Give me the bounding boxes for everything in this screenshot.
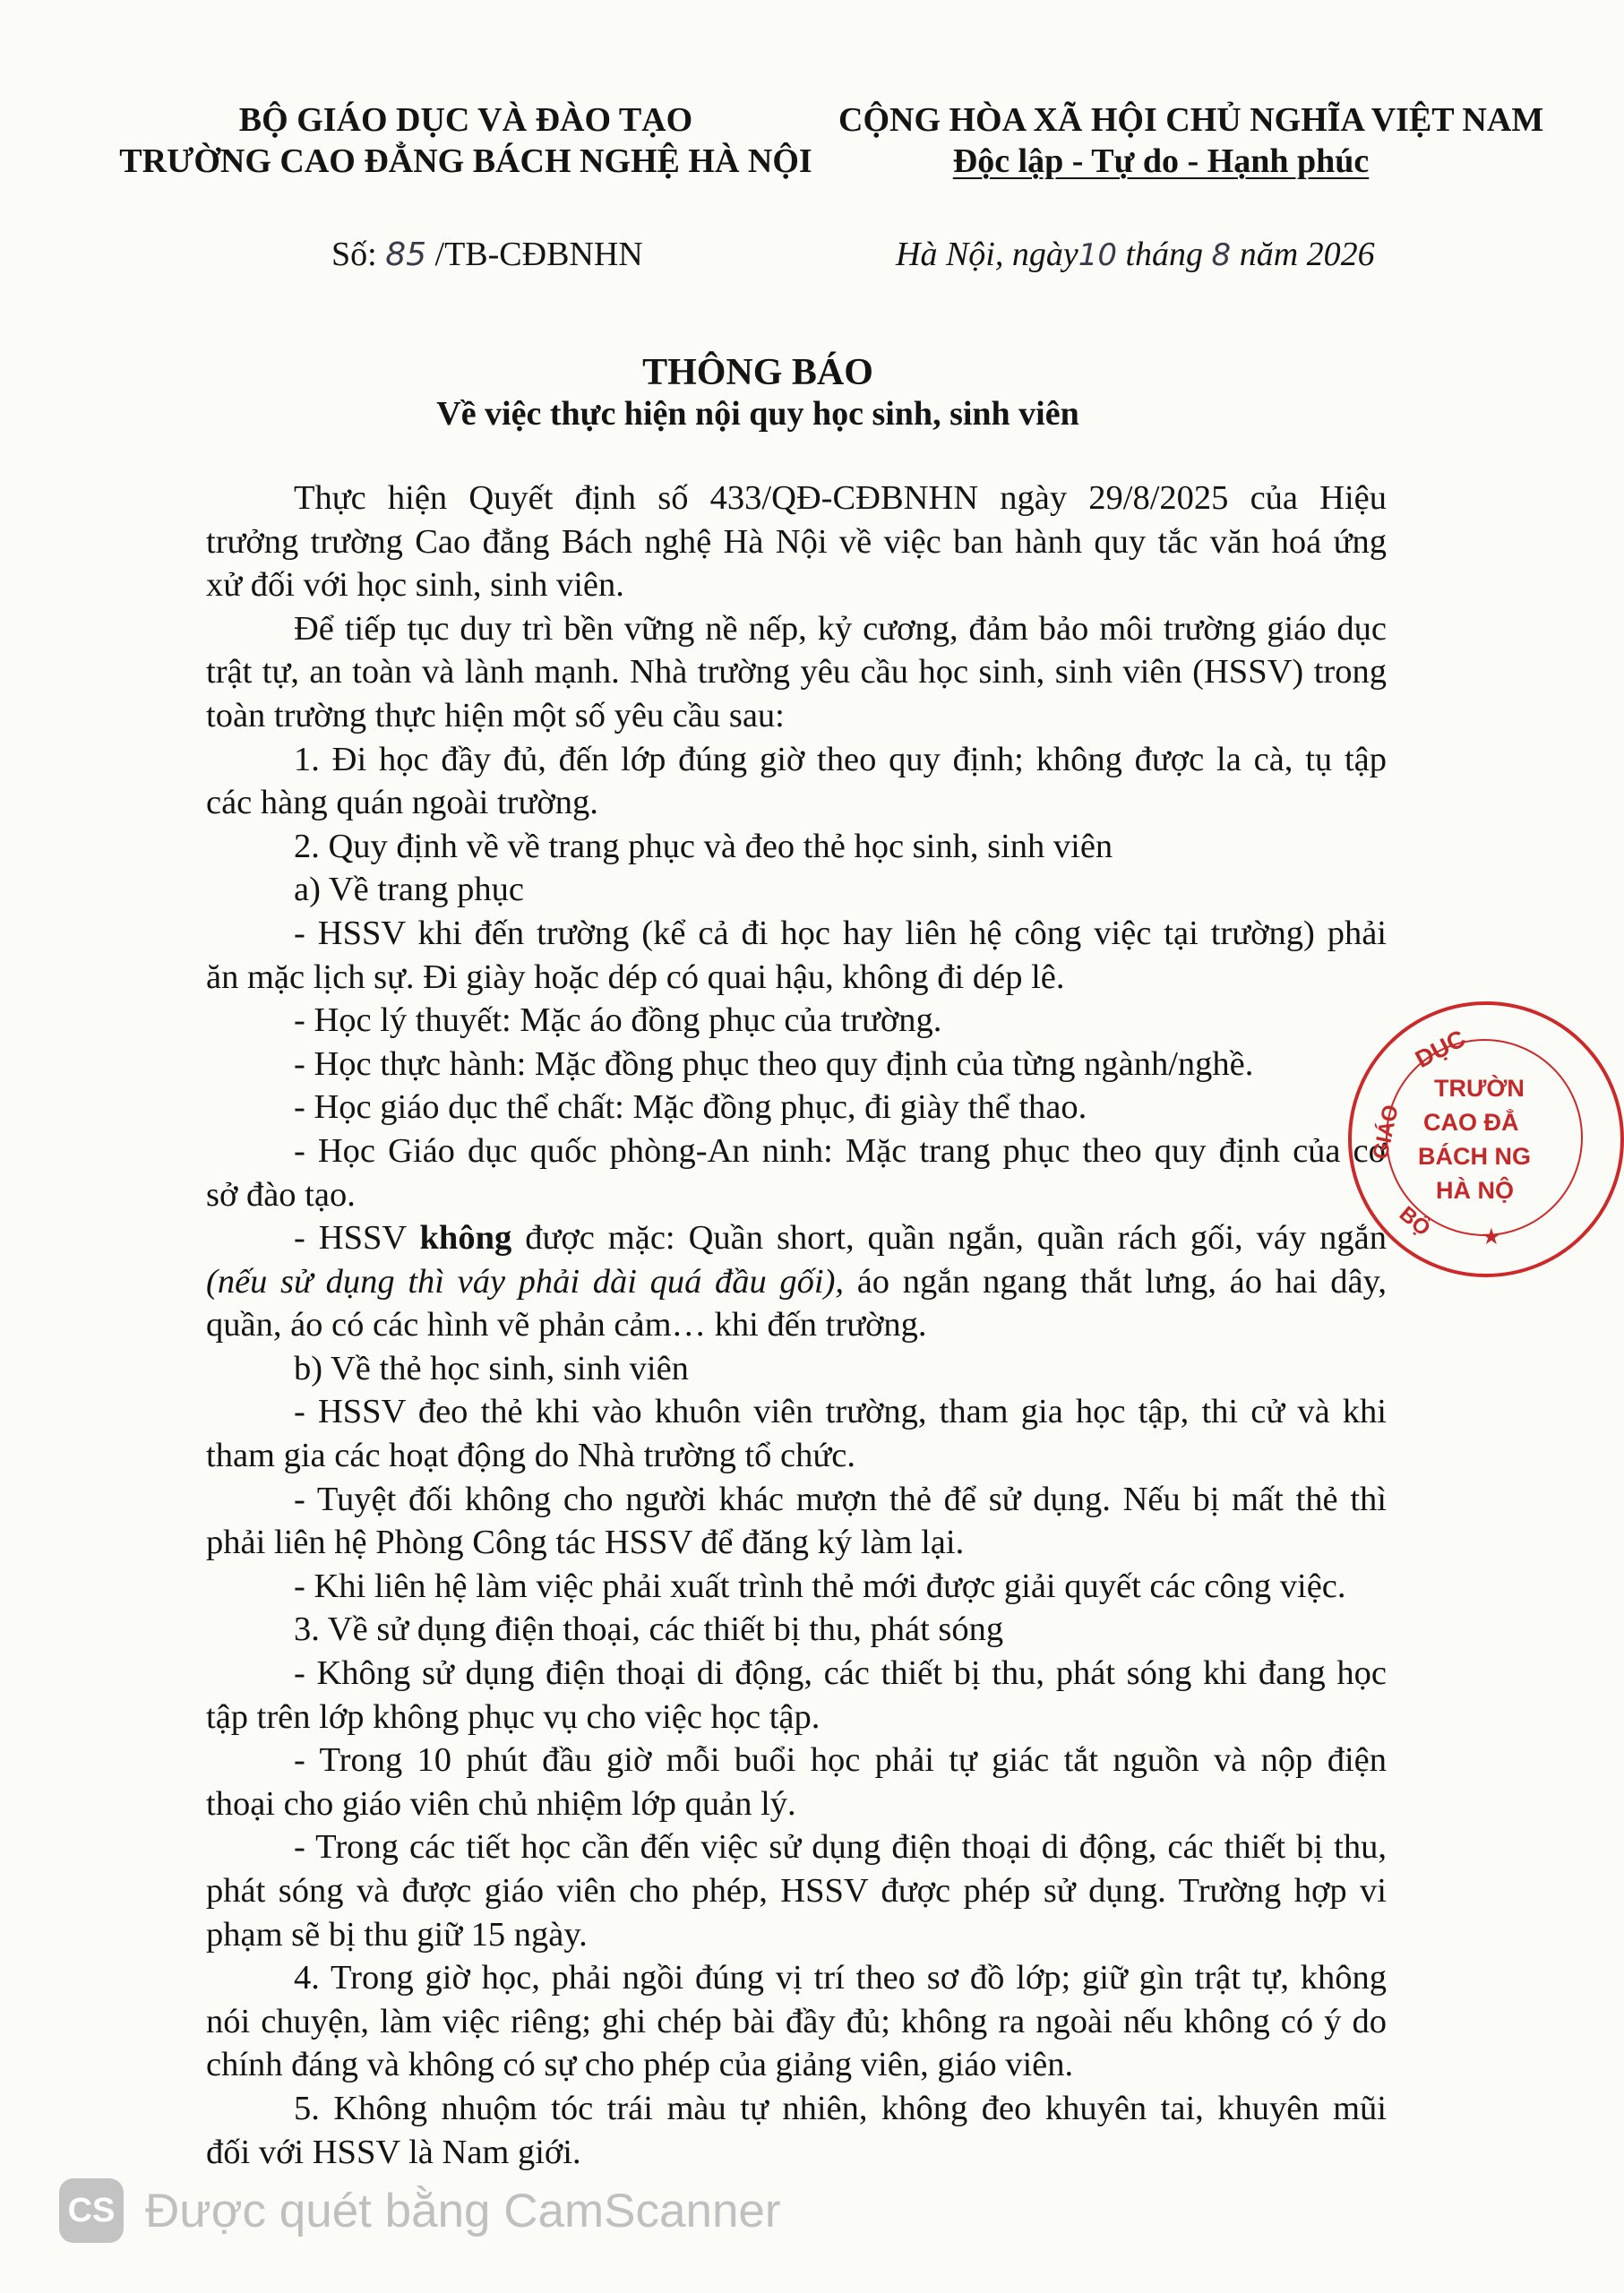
item-2a-heading: a) Về trang phục xyxy=(294,871,524,909)
country-name: CỘNG HÒA XÃ HỘI CHỦ NGHĨA VIỆT NAM xyxy=(838,101,1544,139)
body-line: - Học giáo dục thể chất: Mặc đồng phục, đi giày thể thao. xyxy=(294,1088,1087,1127)
item-5: 5. Không nhuộm tóc trái màu tự nhiên, không đeo khuyên tai, khuyên mũi xyxy=(294,2089,1387,2127)
text-run: được mặc: Quần short, quần ngắn, quần rách gối, váy ngắn xyxy=(525,1219,1388,1258)
body-line: tập trên lớp không phục vụ cho việc học tập. xyxy=(206,1697,821,1736)
body-line: - Trong 10 phút đầu giờ mỗi buổi học phải tự giác tắt nguồn và nộp điện xyxy=(294,1741,1387,1780)
camscanner-text: Được quét bằng CamScanner xyxy=(145,2185,781,2237)
stamp-line-4: HÀ NỘ xyxy=(1436,1177,1514,1204)
body-line: - HSSV đeo thẻ khi vào khuôn viên trường, tham gia học tập, thi cử và khi xyxy=(294,1393,1387,1431)
text-run: - HSSV xyxy=(294,1219,407,1258)
body-line xyxy=(206,1216,1387,1260)
body-line: Thực hiện Quyết định số 433/QĐ-CĐBNHN ngày 29/8/2025 của Hiệu xyxy=(294,479,1387,517)
body-line xyxy=(206,1260,1387,1304)
body-line: toàn trường thực hiện một số yêu cầu sau: xyxy=(206,696,785,734)
body-line: sở đào tạo. xyxy=(206,1175,356,1214)
italic-note: (nếu sử dụng thì váy phải dài quá đầu gối), xyxy=(206,1262,845,1301)
stamp-line-1: TRƯỜN xyxy=(1434,1075,1525,1102)
body-line: tham gia các hoạt động do Nhà trường tổ chức. xyxy=(206,1437,855,1475)
stamp-outer-bottom: BỘ xyxy=(1394,1201,1435,1241)
item-3-heading: 3. Về sử dụng điện thoại, các thiết bị thu, phát sóng xyxy=(294,1610,1004,1649)
body-line: - Trong các tiết học cần đến việc sử dụng điện thoại di động, các thiết bị thu, xyxy=(294,1828,1387,1867)
document-subtitle: Về việc thực hiện nội quy học sinh, sinh viên xyxy=(436,395,1079,433)
body-line: ăn mặc lịch sự. Đi giày hoặc dép có quai hậu, không đi dép lê. xyxy=(206,958,1065,996)
date-day-handwritten: 10 xyxy=(1078,237,1117,273)
motto xyxy=(838,142,1483,181)
date-year: 2026 xyxy=(1306,236,1375,273)
stamp-line-3: BÁCH NG xyxy=(1418,1143,1531,1170)
body-line: thoại cho giáo viên chủ nhiệm lớp quản lý. xyxy=(206,1784,796,1823)
date-month-handwritten: 8 xyxy=(1211,237,1232,273)
body-line: quần, áo có các hình vẽ phản cảm… khi đến trường. xyxy=(206,1306,927,1344)
body-line: phải liên hệ Phòng Công tác HSSV để đăng ký làm lại. xyxy=(206,1524,965,1562)
body-line: - Tuyệt đối không cho người khác mượn thẻ để sử dụng. Nếu bị mất thẻ thì xyxy=(294,1480,1387,1518)
body-line: chính đáng và không có sự cho phép của giảng viên, giáo viên. xyxy=(206,2046,1074,2084)
item-1: 1. Đi học đầy đủ, đến lớp đúng giờ theo quy định; không được la cà, tụ tập xyxy=(294,740,1387,778)
doc-number-prefix: Số: xyxy=(331,236,377,273)
document-title: THÔNG BÁO xyxy=(642,352,873,393)
document-body xyxy=(206,477,1387,2174)
ministry-name: BỘ GIÁO DỤC VÀ ĐÀO TẠO xyxy=(238,101,693,139)
text-run: áo ngắn ngang thắt lưng, áo hai dây, xyxy=(856,1262,1388,1301)
motto-text: Độc lập - Tự do - Hạnh phúc xyxy=(952,142,1370,180)
body-line: trật tự, an toàn và lành mạnh. Nhà trường yêu cầu học sinh, sinh viên (HSSV) trong xyxy=(206,653,1387,691)
body-line: phát sóng và được giáo viên cho phép, HSSV được phép sử dụng. Trường hợp vi xyxy=(206,1872,1387,1910)
body-line: - Khi liên hệ làm việc phải xuất trình thẻ mới được giải quyết các công việc. xyxy=(294,1567,1346,1605)
stamp-line-2: CAO ĐẲ xyxy=(1423,1109,1519,1136)
body-line: - Học thực hành: Mặc đồng phục theo quy định của từng ngành/nghề. xyxy=(294,1044,1254,1083)
item-4: 4. Trong giờ học, phải ngồi đúng vị trí theo sơ đồ lớp; giữ gìn trật tự, không xyxy=(294,1959,1387,1997)
body-line: xử đối với học sinh, sinh viên. xyxy=(206,566,624,605)
stamp-outer-left: GIÁO xyxy=(1368,1103,1404,1162)
body-line: đối với HSSV là Nam giới. xyxy=(206,2133,581,2171)
body-line: trưởng trường Cao đẳng Bách nghệ Hà Nội về việc ban hành quy tắc văn hoá ứng xyxy=(206,522,1387,561)
stamp-star-icon: ★ xyxy=(1482,1225,1500,1248)
date-year-label: năm xyxy=(1239,236,1299,273)
body-line: phạm sẽ bị thu giữ 15 ngày. xyxy=(206,1915,588,1954)
date-place: Hà Nội, ngày xyxy=(896,236,1078,273)
body-line: - Học lý thuyết: Mặc áo đồng phục của trường. xyxy=(294,1001,942,1040)
body-line: Để tiếp tục duy trì bền vững nề nếp, kỷ cương, đảm bảo môi trường giáo dục xyxy=(294,609,1387,648)
camscanner-logo-icon: CS xyxy=(59,2178,124,2243)
body-line: nói chuyện, làm việc riêng; ghi chép bài đầy đủ; không ra ngoài nếu không có ý do xyxy=(206,2002,1387,2040)
doc-number-handwritten: 85 xyxy=(385,236,427,273)
document-number xyxy=(331,235,643,274)
body-line: các hàng quán ngoài trường. xyxy=(206,784,598,822)
date-month-label: tháng xyxy=(1125,236,1204,273)
bold-word: không xyxy=(419,1219,512,1258)
body-line: - Không sử dụng điện thoại di động, các thiết bị thu, phát sóng khi đang học xyxy=(294,1654,1387,1693)
body-line: - HSSV khi đến trường (kể cả đi học hay liên hệ công việc tại trường) phải xyxy=(294,914,1387,952)
school-name: TRƯỜNG CAO ĐẲNG BÁCH NGHỆ HÀ NỘI xyxy=(119,142,812,180)
official-stamp xyxy=(1348,1001,1624,1277)
item-2-heading: 2. Quy định về về trang phục và đeo thẻ học sinh, sinh viên xyxy=(294,827,1113,865)
doc-number-suffix: /TB-CĐBNHN xyxy=(434,236,643,273)
body-line: - Học Giáo dục quốc phòng-An ninh: Mặc trang phục theo quy định của cơ xyxy=(294,1131,1387,1170)
item-2b-heading: b) Về thẻ học sinh, sinh viên xyxy=(294,1349,689,1387)
document-date xyxy=(896,235,1375,274)
stamp-outer-top: DỤC xyxy=(1411,1025,1470,1074)
